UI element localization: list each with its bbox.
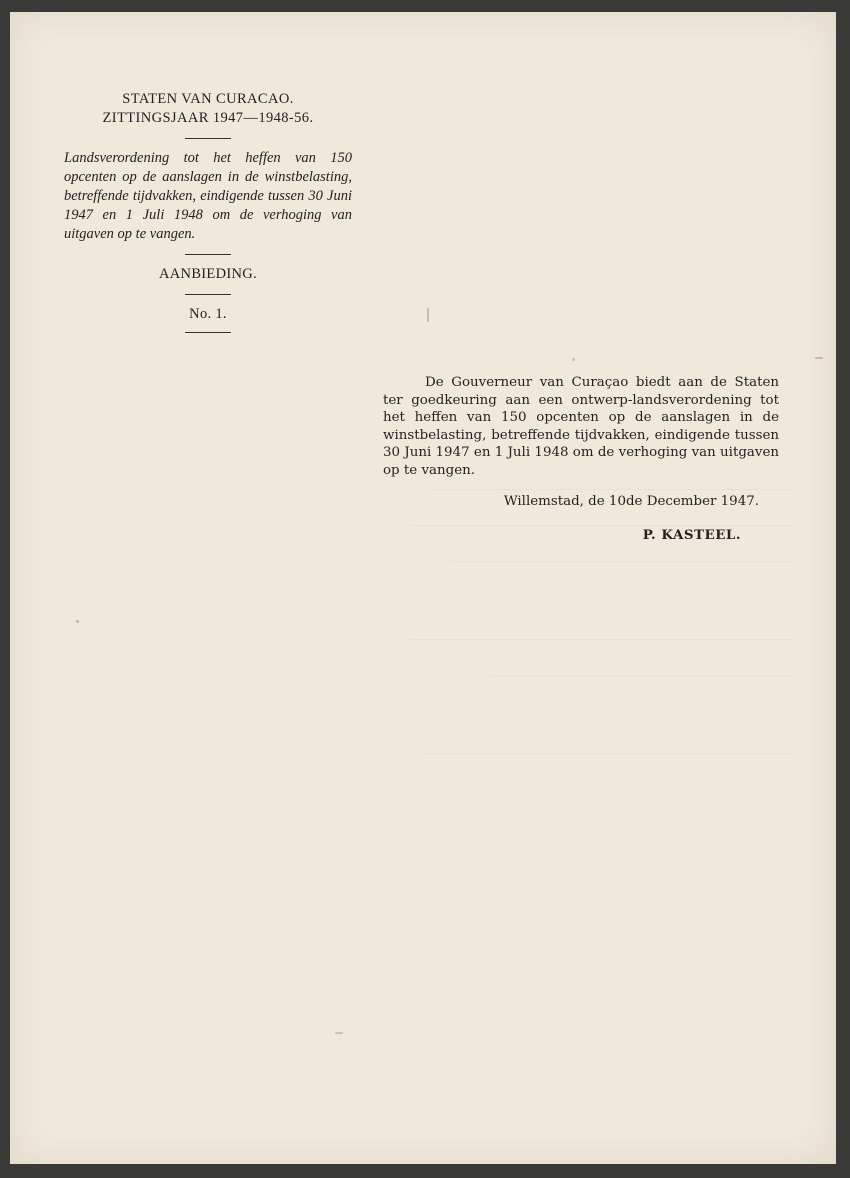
- ordinance-description: Landsverordening tot het heffen van 150 opcenten op de aanslagen in de winstbelasting, betreffende tijdvakken, eindigende tussen 30 Juni 1947 en 1 Juli 1948 om de verhoging van uitgaven op te vangen.: [64, 150, 352, 242]
- body-paragraph: De Gouverneur van Curaçao biedt aan de Staten ter goedkeuring aan een ontwerp-landsverordening tot het heffen van 150 opcenten op de aanslagen in de winstbelasting, betreffende tijdvakken, eindigende tussen 30 Juni 1947 en 1 Juli 1948 om de verhoging van uitgaven op te vangen.: [383, 375, 779, 478]
- paper-speck: [572, 358, 575, 361]
- document-page: [10, 12, 836, 1164]
- paper-speck: [335, 1032, 343, 1034]
- document-number: No. 1.: [189, 306, 227, 322]
- heading-line-1: STATEN VAN CURACAO.: [122, 91, 294, 107]
- heading-line-2: ZITTINGSJAAR 1947—1948-56.: [102, 110, 314, 126]
- divider: [185, 254, 231, 255]
- paper-speck: [427, 308, 429, 322]
- signature: P. KASTEEL.: [642, 526, 741, 543]
- place-and-date: Willemstad, de 10de December 1947.: [503, 494, 759, 509]
- paper-speck: [815, 357, 823, 359]
- left-column: [62, 90, 354, 343]
- divider: [185, 294, 231, 295]
- bleed-through-texture: [390, 472, 790, 772]
- paper-speck: [76, 620, 79, 623]
- section-label: AANBIEDING.: [159, 266, 257, 282]
- divider: [185, 332, 231, 333]
- divider: [185, 138, 231, 139]
